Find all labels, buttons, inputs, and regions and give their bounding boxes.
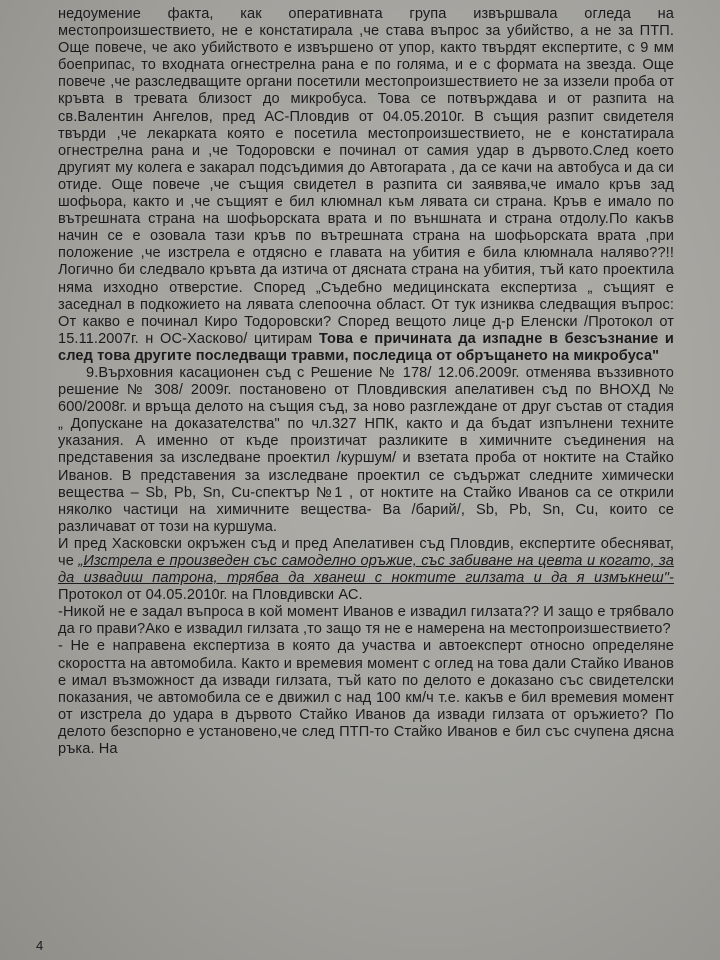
document-body bbox=[58, 6, 674, 758]
paragraph-3-intro: И пред Хасковски окръжен съд и пред Апелативен съд Пловдив, експертите обесняват, че bbox=[58, 535, 674, 569]
paragraph-3-protocol: Протокол от 04.05.2010г. на Пловдивски АС. bbox=[58, 587, 363, 604]
paragraph-1-text: недоумение факта, как оперативната група извършвала огледа на местопроизшествието, не е констатирала ,че става въпрос за убийство, а не за ПТП. Още повече, че ако убийството е извършено от упор, както твърдят експертите, с 9 мм боеприпас, то входната огнестрелна рана е по голяма, и е с формата на звезда. Още повече ,че разследващите органи посетили местопроизшествието не за иззели проба от кръвта в тревата близост до микробуса. Това се потвърждава и от разпита на св.Валентин Ангелов, пред АС-Пловдив от 04.05.2010г. В същия разпит свидетеля твърди ,че лекарката която е посетила местопроизшествието, не е констатирала огнестрелна рана и ,че Тодоровски е починал от самия удар в дървото.След което другият му колега е закарал подсъдимия до Автогарата , да се качи на автобуса и да си отиде. Още повече ,че същия свидетел в разпита си заявява,че имало кръв зад шофьора, както и ,че същият е бил клюмнал към лявата си страна. Кръв е имало по вътрешната страна на шофьорската врата и по външната и страна отдолу.По какъв начин се е озовала тази кръв по вътрешната страна на шофьорската врата ,при положение ,че изстрела е отдясно е главата на убития е била клюмнала наляво??!! Логично би следвало кръвта да изтича от дясната страна на убития, тъй като проектила няма изходно отверстие. Според „Съдебно медицинската експертиза „ същият е заседнал в подкожието на лявата слепоочна област. От тук изниква следващия въпрос: От какво е починал Киро Тодоровски? Според вещото лице д-р Еленски /Протокол от 15.11.2007г. н ОС-Хасково/ цитирам bbox=[58, 6, 674, 347]
paragraph-1 bbox=[58, 6, 674, 365]
expert-quote: „Изстрела е произведен със самоделно оръжие, със забиване на цевта и когато, за да извадиш патрона, трябва да хванеш с ноктите гилзата и да я измъкнеш"- bbox=[58, 553, 674, 587]
quoted-testimony: Това е причината да изпадне в безсъзнание и след това другите последващи травми, последица от обръщането на микробуса" bbox=[58, 330, 675, 364]
paragraph-2: 9.Върховния касационен съд с Решение № 178/ 12.06.2009г. отменява въззивното решение № 308/ 2009г. постановено от Пловдивския апелативен съд по ВНОХД № 600/2008г. и връща делото на същия съд, за ново разглеждане от друг състав от стадия „ Допускане на доказателства" по чл.327 НПК, както и да бъдат изпълнени техните указания. А именно от къде произтичат разликите в химичните съединения на представения за изследване проектил /куршум/ и взетата проба от ноктите на Стайко Иванов. В представения за изследване проектил се съдържат следните химически вещества – Sb, Pb, Sn, Cu-спектър №1 , от ноктите на Стайко Иванов са се открили няколко частици на химичните вещества- Ba /барий/, Sb, Pb, Sn, Cu, които се различават от този на куршума. bbox=[58, 364, 674, 535]
page-number: 4 bbox=[36, 938, 44, 953]
paragraph-3 bbox=[58, 536, 674, 604]
paragraph-5: - Не е направена експертиза в която да участва и автоексперт относно определяне скоростта на автомобила. Както и времевия момент с оглед на това дали Стайко Иванов е имал възможност да извади гилзата, тъй като по делото е доказано със свидетелски показания, че автомобила се е движил с над 100 км/ч т.е. какъв е бил времевия момент от изстрела до удара в дървото Стайко Иванов да извади гилзата от оръжието? По делото безспорно е установено,че след ПТП-то Стайко Иванов е бил със счупена дясна ръка. На bbox=[58, 638, 674, 758]
paragraph-4: -Никой не е задал въпроса в кой момент Иванов е извадил гилзата?? И защо е трябвало да го прави?Ако е извадил гилзата ,то защо тя не е намерена на местопроизшествието? bbox=[58, 604, 674, 638]
